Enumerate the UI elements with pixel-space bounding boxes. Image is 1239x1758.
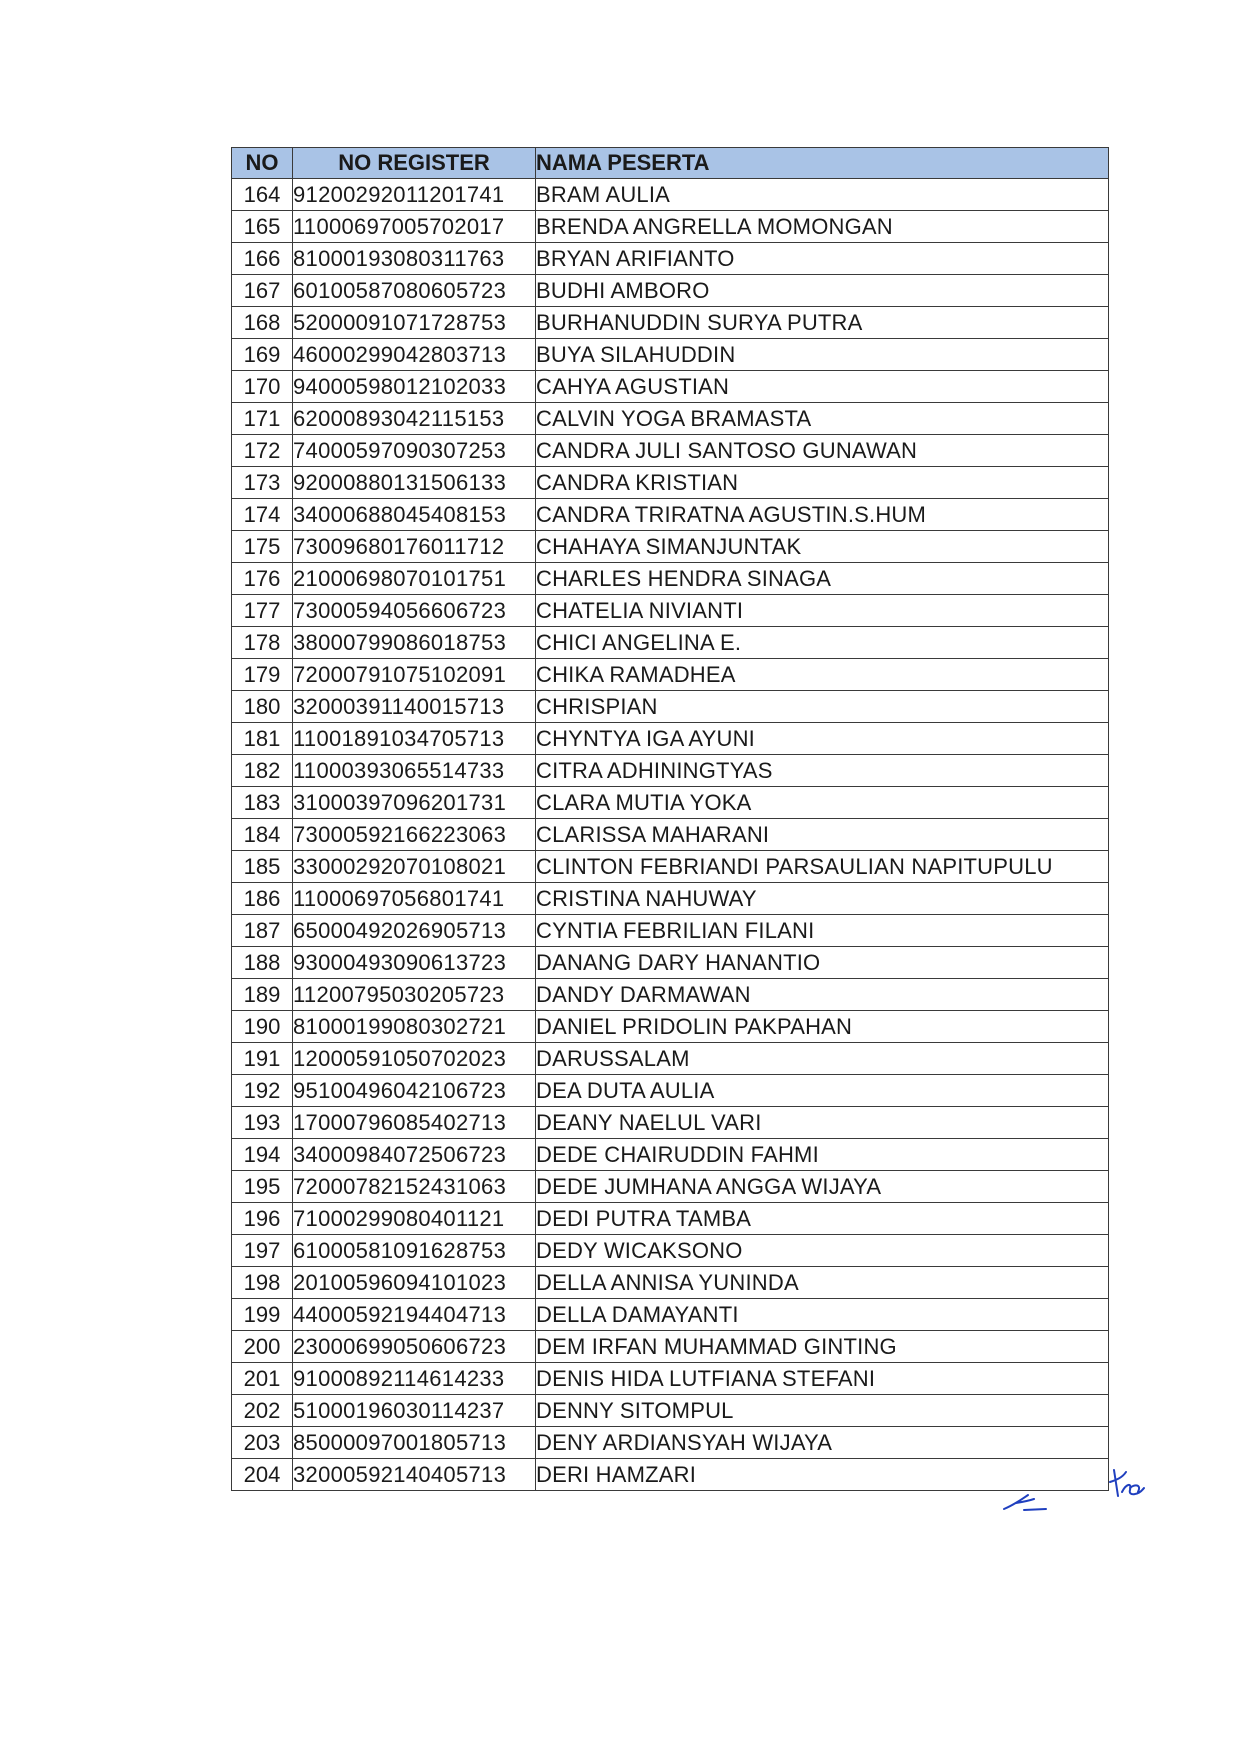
row-name: DENY ARDIANSYAH WIJAYA [536,1427,1109,1459]
row-name: DEDI PUTRA TAMBA [536,1203,1109,1235]
row-name: BURHANUDDIN SURYA PUTRA [536,307,1109,339]
row-register: 95100496042106723 [293,1075,536,1107]
row-register: 44000592194404713 [293,1299,536,1331]
row-register: 73009680176011712 [293,531,536,563]
row-no: 181 [232,723,293,755]
row-register: 91200292011201741 [293,179,536,211]
table-row [232,1395,1109,1427]
table-row [232,467,1109,499]
row-no: 172 [232,435,293,467]
table-row [232,947,1109,979]
row-register: 34000688045408153 [293,499,536,531]
table-row [232,1203,1109,1235]
row-register: 11001891034705713 [293,723,536,755]
table-row [232,1075,1109,1107]
row-name: CAHYA AGUSTIAN [536,371,1109,403]
row-name: DANDY DARMAWAN [536,979,1109,1011]
row-name: DEANY NAELUL VARI [536,1107,1109,1139]
row-no: 200 [232,1331,293,1363]
table-row [232,1459,1109,1491]
row-register: 32000592140405713 [293,1459,536,1491]
row-register: 60100587080605723 [293,275,536,307]
row-no: 164 [232,179,293,211]
row-register: 72000782152431063 [293,1171,536,1203]
row-no: 190 [232,1011,293,1043]
row-register: 85000097001805713 [293,1427,536,1459]
row-name: CANDRA KRISTIAN [536,467,1109,499]
table-row [232,1267,1109,1299]
table-row [232,211,1109,243]
row-name: DEDE JUMHANA ANGGA WIJAYA [536,1171,1109,1203]
table-row [232,627,1109,659]
row-no: 168 [232,307,293,339]
table-row [232,403,1109,435]
initial-signature [1000,1491,1050,1513]
row-name: CHICI ANGELINA E. [536,627,1109,659]
row-register: 23000699050606723 [293,1331,536,1363]
row-no: 171 [232,403,293,435]
header-name: NAMA PESERTA [536,148,1109,179]
row-register: 11200795030205723 [293,979,536,1011]
row-register: 11000697005702017 [293,211,536,243]
row-no: 175 [232,531,293,563]
row-no: 170 [232,371,293,403]
row-register: 34000984072506723 [293,1139,536,1171]
row-name: DEA DUTA AULIA [536,1075,1109,1107]
header-register: NO REGISTER [293,148,536,179]
row-no: 196 [232,1203,293,1235]
row-no: 173 [232,467,293,499]
table-row [232,787,1109,819]
table-row [232,499,1109,531]
row-register: 71000299080401121 [293,1203,536,1235]
row-register: 32000391140015713 [293,691,536,723]
row-no: 192 [232,1075,293,1107]
row-register: 81000193080311763 [293,243,536,275]
row-name: BRENDA ANGRELLA MOMONGAN [536,211,1109,243]
table-row [232,563,1109,595]
row-register: 11000393065514733 [293,755,536,787]
row-name: DEDE CHAIRUDDIN FAHMI [536,1139,1109,1171]
table-row [232,1171,1109,1203]
row-no: 186 [232,883,293,915]
table-row [232,1235,1109,1267]
table-row [232,1427,1109,1459]
row-no: 177 [232,595,293,627]
table-row [232,755,1109,787]
row-no: 179 [232,659,293,691]
table-row [232,691,1109,723]
row-register: 93000493090613723 [293,947,536,979]
row-no: 203 [232,1427,293,1459]
table-row [232,1331,1109,1363]
row-register: 73000592166223063 [293,819,536,851]
row-register: 94000598012102033 [293,371,536,403]
table-row [232,179,1109,211]
row-name: CHRISPIAN [536,691,1109,723]
row-no: 184 [232,819,293,851]
table-row [232,1299,1109,1331]
row-register: 31000397096201731 [293,787,536,819]
row-no: 202 [232,1395,293,1427]
row-name: CHIKA RAMADHEA [536,659,1109,691]
row-register: 52000091071728753 [293,307,536,339]
row-no: 185 [232,851,293,883]
table-row [232,1107,1109,1139]
table-row [232,819,1109,851]
table-header-row [232,148,1109,179]
row-name: BUYA SILAHUDDIN [536,339,1109,371]
table-row [232,243,1109,275]
paraf-signature [1108,1466,1148,1500]
row-name: CANDRA TRIRATNA AGUSTIN.S.HUM [536,499,1109,531]
row-name: DELLA ANNISA YUNINDA [536,1267,1109,1299]
row-no: 187 [232,915,293,947]
row-register: 81000199080302721 [293,1011,536,1043]
row-name: CALVIN YOGA BRAMASTA [536,403,1109,435]
table-row [232,1043,1109,1075]
row-name: DANIEL PRIDOLIN PAKPAHAN [536,1011,1109,1043]
table-row [232,339,1109,371]
row-no: 194 [232,1139,293,1171]
row-register: 17000796085402713 [293,1107,536,1139]
row-register: 20100596094101023 [293,1267,536,1299]
row-register: 33000292070108021 [293,851,536,883]
row-register: 62000893042115153 [293,403,536,435]
row-no: 180 [232,691,293,723]
row-register: 73000594056606723 [293,595,536,627]
row-register: 91000892114614233 [293,1363,536,1395]
row-no: 195 [232,1171,293,1203]
table-row [232,851,1109,883]
table-row [232,595,1109,627]
row-register: 12000591050702023 [293,1043,536,1075]
row-no: 178 [232,627,293,659]
row-no: 165 [232,211,293,243]
table-row [232,371,1109,403]
table-row [232,915,1109,947]
row-name: CRISTINA NAHUWAY [536,883,1109,915]
row-no: 193 [232,1107,293,1139]
row-no: 166 [232,243,293,275]
row-name: CHAHAYA SIMANJUNTAK [536,531,1109,563]
table-body [232,179,1109,1491]
row-name: DEDY WICAKSONO [536,1235,1109,1267]
table-row [232,979,1109,1011]
table-row [232,1139,1109,1171]
table-row [232,435,1109,467]
row-register: 72000791075102091 [293,659,536,691]
row-no: 183 [232,787,293,819]
row-no: 201 [232,1363,293,1395]
row-name: CLARISSA MAHARANI [536,819,1109,851]
row-name: CHYNTYA IGA AYUNI [536,723,1109,755]
row-register: 61000581091628753 [293,1235,536,1267]
table-row [232,723,1109,755]
row-no: 189 [232,979,293,1011]
row-name: CANDRA JULI SANTOSO GUNAWAN [536,435,1109,467]
row-register: 46000299042803713 [293,339,536,371]
participant-table [231,147,1109,1491]
row-name: DENNY SITOMPUL [536,1395,1109,1427]
row-name: DEM IRFAN MUHAMMAD GINTING [536,1331,1109,1363]
row-name: CITRA ADHININGTYAS [536,755,1109,787]
row-no: 188 [232,947,293,979]
row-name: BUDHI AMBORO [536,275,1109,307]
row-register: 74000597090307253 [293,435,536,467]
row-name: DANANG DARY HANANTIO [536,947,1109,979]
row-no: 197 [232,1235,293,1267]
row-name: BRYAN ARIFIANTO [536,243,1109,275]
row-register: 51000196030114237 [293,1395,536,1427]
row-name: DELLA DAMAYANTI [536,1299,1109,1331]
row-no: 182 [232,755,293,787]
row-register: 65000492026905713 [293,915,536,947]
row-name: CYNTIA FEBRILIAN FILANI [536,915,1109,947]
row-name: CHARLES HENDRA SINAGA [536,563,1109,595]
row-register: 21000698070101751 [293,563,536,595]
row-register: 38000799086018753 [293,627,536,659]
row-name: BRAM AULIA [536,179,1109,211]
row-name: DERI HAMZARI [536,1459,1109,1491]
row-no: 167 [232,275,293,307]
row-no: 198 [232,1267,293,1299]
row-no: 176 [232,563,293,595]
row-no: 174 [232,499,293,531]
row-no: 191 [232,1043,293,1075]
table-row [232,307,1109,339]
row-name: CLINTON FEBRIANDI PARSAULIAN NAPITUPULU [536,851,1109,883]
row-name: DENIS HIDA LUTFIANA STEFANI [536,1363,1109,1395]
row-name: CLARA MUTIA YOKA [536,787,1109,819]
table-row [232,531,1109,563]
table-row [232,659,1109,691]
table-row [232,883,1109,915]
row-no: 199 [232,1299,293,1331]
table-row [232,1011,1109,1043]
row-name: CHATELIA NIVIANTI [536,595,1109,627]
table-row [232,1363,1109,1395]
row-register: 92000880131506133 [293,467,536,499]
row-no: 204 [232,1459,293,1491]
table-row [232,275,1109,307]
row-register: 11000697056801741 [293,883,536,915]
row-name: DARUSSALAM [536,1043,1109,1075]
row-no: 169 [232,339,293,371]
header-no: NO [232,148,293,179]
